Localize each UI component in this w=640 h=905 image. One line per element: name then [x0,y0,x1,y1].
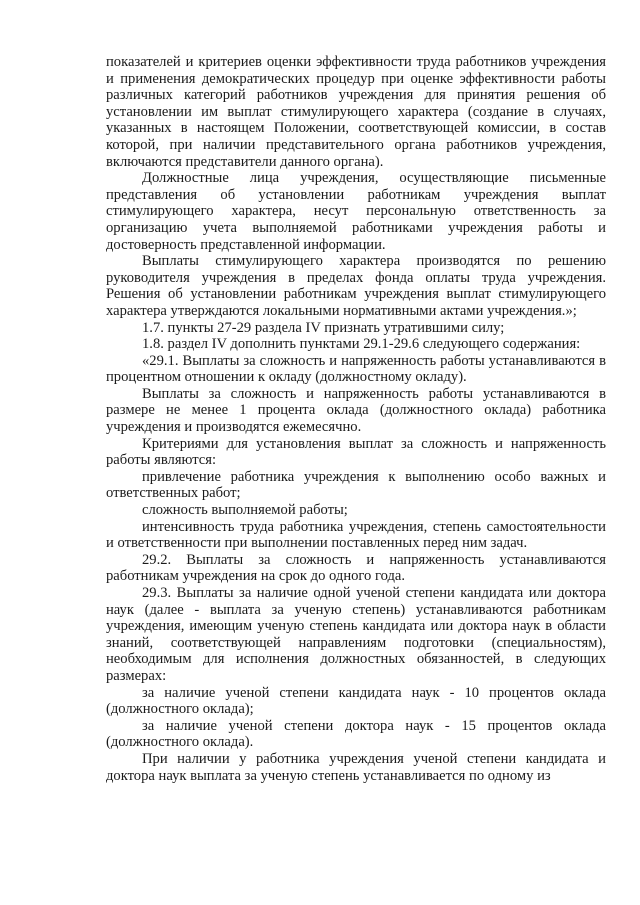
paragraph: 1.7. пункты 27-29 раздела IV признать утратившими силу; [142,319,505,336]
paragraph: «29.1. Выплаты за сложность и напряженность работы устанавливаются в процентном отношении к окладу (должностному окладу). [106,352,606,386]
document-body [106,54,606,784]
list-item: интенсивность труда работника учреждения, степень самостоятельности и ответственности при выполнении поставленных перед ним задач. [106,518,606,552]
paragraph: При наличии у работника учреждения ученой степени кандидата и доктора наук выплата за ученую степень устанавливается по одному из [106,750,606,784]
list-item: за наличие ученой степени доктора наук - 15 процентов оклада (должностного оклада). [106,717,606,751]
paragraph: Критериями для установления выплат за сложность и напряженность работы являются: [106,435,606,469]
paragraph: 29.3. Выплаты за наличие одной ученой степени кандидата или доктора наук (далее - выплата за ученую степень) устанавливаются работникам учреждения, имеющим ученую степень кандидата или доктора наук в области знаний, соответствующей направлениям подготовки (специальностям), необходимым для исполнения должностных обязанностей, в следующих размерах: [106,585,606,684]
list-item: за наличие ученой степени кандидата наук - 10 процентов оклада (должностного оклада); [106,684,606,718]
paragraph: Должностные лица учреждения, осуществляющие письменные представления об установлении работникам учреждения выплат стимулирующего характера, несут персональную ответственность за организацию учета выполняемой работниками учреждения работы и достоверность представленной информации. [106,170,606,253]
paragraph: 29.2. Выплаты за сложность и напряженность устанавливаются работникам учреждения на срок до одного года. [106,551,606,585]
paragraph: Выплаты за сложность и напряженность работы устанавливаются в размере не менее 1 процента оклада (должностного оклада) работника учреждения и производятся ежемесячно. [106,385,606,436]
list-item: сложность выполняемой работы; [142,502,348,519]
list-item: привлечение работника учреждения к выполнению особо важных и ответственных работ; [106,468,606,502]
paragraph: Выплаты стимулирующего характера производятся по решению руководителя учреждения в пределах фонда оплаты труда учреждения. Решения об установлении работникам учреждения выплат стимулирующего характера утверждаются локальными нормативными актами учреждения.»; [106,253,606,319]
paragraph: 1.8. раздел IV дополнить пунктами 29.1-29.6 следующего содержания: [142,336,581,353]
paragraph-continuation: показателей и критериев оценки эффективности труда работников учреждения и применения демократических процедур при оценке эффективности работы различных категорий работников учреждения для принятия решения об установлении им выплат стимулирующего характера (создание в случаях, указанных в настоящем Положении, соответствующей комиссии, в состав которой, при наличии представительного органа работников учреждения, включаются представители данного органа). [106,54,606,170]
